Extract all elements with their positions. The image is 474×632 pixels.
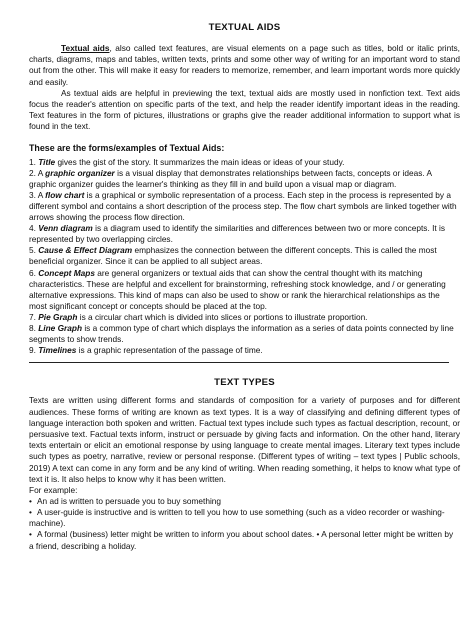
- list-item: 7. Pie Graph is a circular chart which is divided into slices or portions to illustrate proportion.: [29, 311, 368, 322]
- list-item: 8. Line Graph is a common type of chart which displays the information as a series of data points connected by line segments to show trends.: [29, 323, 454, 345]
- example-list: [29, 496, 460, 551]
- textual-aids-term: Textual aids: [61, 43, 110, 53]
- list-item: 3. A flow chart is a graphical or symbolic representation of a process. Each step in the process is represented by a different symbol and contains a short description of the process step. The flow chart symbols are linked together with arrows showing the process flow direction.: [29, 189, 457, 223]
- list-item: • A user-guide is instructive and is written to tell you how to use something (such as a video recorder or washing-machine).: [29, 507, 445, 529]
- bullet-icon: •: [29, 507, 32, 518]
- text-types-paragraph: Texts are written using different forms and standards of composition for a variety of purposes and for different audiences. These forms of writing are known as text types. It is a way of classifying and defining different types of language interaction both spoken and written. Factual text types include such types as factual description, recount, or persuasive text. Factual texts inform, instruct or persuade by giving facts and information. On the other hand, literary texts entertain or elicit an emotional response by using language to create mental images. Literary text types include such types as poetry, narrative, review or personal response. (Different types of writing – text types | Public schools, 2019) A text can come in any form and be any kind of writing. When reading something, it helps to know what type of text it is. It also helps to know why it has been written.: [29, 395, 460, 484]
- list-item: 5. Cause & Effect Diagram emphasizes the connection between the different concepts. This is called the most beneficial organizer. Since it can be applied to all subject areas.: [29, 245, 437, 267]
- textual-aids-intro-text: , also called text features, are visual elements on a page such as titles, bold or italic prints, charts, diagrams, maps and tables, written texts, prints and some other way of writing for an important word to stand out from the other. This will make it easy for readers to memorize, remember, and learn important words more quickly and easily.: [29, 43, 460, 87]
- list-item: 1. Title gives the gist of the story. It summarizes the main ideas or ideas of your study.: [29, 156, 345, 167]
- textual-aids-paragraph-2: As textual aids are helpful in previewing the text, textual aids are mostly used in nonfiction text. Text aids focus the reader's attention on specific parts of the text, and help the reader identify important ideas in the reading. Text features in the form of pictures, illustrations or graphs give the reader additional information to support what is found in the text.: [29, 87, 460, 132]
- forms-list: [29, 157, 460, 357]
- list-item: 4. Venn diagram is a diagram used to identify the similarities and differences between two or more concepts. It is represented by two overlapping circles.: [29, 223, 445, 245]
- section-divider: [29, 362, 449, 363]
- text-types-title: TEXT TYPES: [214, 377, 275, 389]
- list-item: • An ad is written to persuade you to buy something: [29, 496, 222, 507]
- bullet-icon: •: [29, 529, 32, 540]
- list-item: 9. Timelines is a graphic representation of the passage of time.: [29, 345, 263, 356]
- list-item: 2. A graphic organizer is a visual display that demonstrates relationships between facts, concepts or ideas. A graphic organizer guides the learner's thinking as they fill in and build upon a visual map or diagram.: [29, 167, 432, 189]
- bullet-icon: •: [29, 496, 32, 507]
- textual-aids-intro: [29, 43, 460, 88]
- example-label: For example:: [29, 484, 78, 495]
- forms-heading: These are the forms/examples of Textual Aids:: [29, 142, 225, 153]
- textual-aids-title: TEXTUAL AIDS: [208, 22, 281, 33]
- list-item: 6. Concept Maps are general organizers or textual aids that can show the central thought with its matching characteristics. These are helpful and excellent for brainstorming, refreshing stock knowledge, and / or generating alternative expressions. This kind of maps can also be used to show or rank the hierarchical relationships as the most significant concept or concepts should be placed at the top.: [29, 267, 446, 311]
- list-item: • A formal (business) letter might be written to inform you about school dates. • A personal letter might be written by a friend, describing a holiday.: [29, 529, 454, 551]
